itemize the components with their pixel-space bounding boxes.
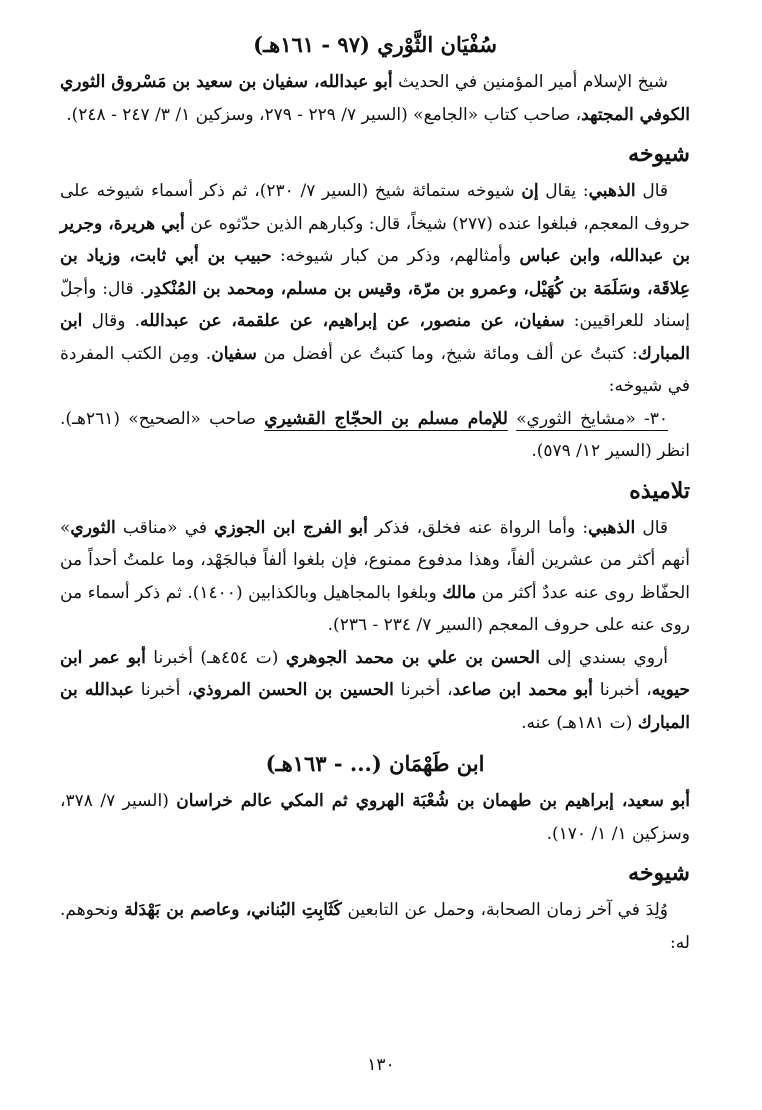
entry-title-ibn-tahman: ابن طَهْمَان (... - ١٦٣هـ)	[265, 751, 485, 776]
entry-title-sufyan: سُفْيَان الثَّوْري (٩٧ - ١٦١هـ)	[253, 32, 497, 57]
book-entry-30	[60, 403, 690, 468]
text: : يقال	[545, 181, 589, 201]
bio-text: شيخ الإسلام أمير المؤمنين في الحديث	[398, 72, 669, 92]
text: : وأما الرواة عنه فخلق، فذكر	[374, 517, 589, 538]
text: أروي بسندي إلى	[547, 647, 668, 668]
bio-text: ، صاحب كتاب «الجامع» (السير ٧/ ٢٢٩ - ٢٧٩، وسزكين ١/ ٣/ ٢٤٧ - ٢٤٨).	[66, 104, 582, 125]
name: عبدالله بن المبارك	[60, 680, 690, 733]
name: أبو محمد ابن صاعد	[452, 680, 593, 700]
name: الذهبي	[588, 517, 636, 538]
name: أبو سعيد، إبراهيم بن طهمان بن شُعْبَة الهروي ثم المكي عالم خراسان	[176, 791, 690, 811]
text: ، أخبرنا	[400, 680, 453, 700]
text: في «مناقب	[122, 517, 207, 538]
name: سفيان، عن منصور، عن إبراهيم، عن علقمة، عن عبدالله	[140, 311, 565, 331]
name: إن	[521, 181, 539, 201]
text: شيوخه ستمائة شيخ (السير ٧/ ٢٣٠)، ثم ذكر أسماء شيوخه على حروف المعجم، فبلغوا عنده (٢٧٧) شيخاً، قال: وكبارهم الذين حدّثوه عن	[60, 181, 690, 234]
author-name: للإمام مسلم بن الحجّاج القشيري	[264, 408, 508, 429]
text: (السير ٧/ ٣٧٨، وسزكين ١/ ١/ ١٧٠).	[60, 791, 690, 844]
sufyan-bio	[60, 66, 690, 131]
section-heading-shuyukh-2: شيوخه	[628, 860, 690, 886]
name: أبو الفرج ابن الجوزي	[214, 517, 368, 538]
bio-name: أبو عبدالله، سفيان بن سعيد بن مَسْروق الثوري الكوفي المجتهد	[60, 72, 690, 125]
name: سفيان	[211, 343, 257, 364]
text: وُلِدَ في آخر زمان الصحابة، وحمل عن التابعين	[347, 900, 668, 920]
text: وأمثالهم، وذكر من كبار شيوخه:	[280, 246, 512, 266]
page-number: ١٣٠	[367, 1055, 395, 1075]
name: الثوري	[70, 517, 116, 538]
name: ابن المبارك	[60, 311, 690, 364]
text: ، أخبرنا	[599, 680, 652, 700]
text: (ت ٤٥٤هـ) أخبرنا	[153, 647, 279, 668]
sufyan-shuyukh	[60, 175, 690, 403]
text: : كتبتُ عن ألف ومائة شيخ، وما كتبتُ عن أفضل من	[263, 343, 638, 364]
text: قال	[642, 517, 669, 538]
section-heading-talamidh: تلاميذه	[629, 477, 690, 504]
name: الحسين بن الحسن المروذي	[192, 680, 394, 700]
text: ونحوهم. له:	[60, 900, 690, 953]
text: . وقال	[91, 311, 141, 331]
name: حبيب بن أبي ثابت، وزياد بن عِلاقَة، وسَلَمَة بن كُهَيْل، وعمرو بن مرّة، وقيس بن مسلم، ومحمد بن المُنْكدِر	[60, 246, 690, 299]
isnad-paragraph	[60, 642, 690, 740]
section-heading-shuyukh: شيوخه	[628, 141, 690, 167]
name: أبو عمر ابن حيويه	[60, 647, 691, 700]
sufyan-talamidh	[60, 512, 690, 642]
name: كَثَابِتِ البُناني، وعاصم بن بَهْدَلة	[124, 900, 342, 920]
text: ، أخبرنا	[140, 680, 193, 700]
ibn-tahman-shuyukh	[60, 894, 690, 959]
text: (ت ١٨١هـ) عنه.	[521, 712, 633, 733]
ibn-tahman-bio	[60, 785, 690, 850]
book-title: ٣٠- «مشايخ الثوري»	[516, 408, 669, 429]
text: » أنهم أكثر من عشرين ألفاً، وهذا مدفوع ممنوع، فإن بلغوا ألفاً فبالجَهْد، وما علمتُ أحداً من الحفّاظ روى عنه عددٌ أكثر من	[60, 517, 690, 603]
text: صاحب «الصحيح» (٢٦١هـ). انظر (السير ١٢/ ٥٧٩).	[60, 408, 690, 461]
name: الذهبي	[588, 181, 636, 201]
name: أبي هريرة، وجرير بن عبدالله، وابن عباس	[60, 213, 691, 266]
name: مالك	[442, 582, 477, 603]
text: . قال: وأجلّ إسناد للعراقيين:	[60, 278, 690, 331]
text: . ومِن الكتب المفردة في شيوخه:	[60, 343, 690, 396]
text: وبلغوا بالمجاهيل وبالكذابين (١٤٠٠). ثم ذكر أسماء من روى عنه على حروف المعجم (السير ٧/ ٢٣٤ - ٢٣٦).	[60, 582, 690, 635]
name: الحسن بن علي بن محمد الجوهري	[285, 647, 540, 668]
text: قال	[642, 181, 669, 201]
